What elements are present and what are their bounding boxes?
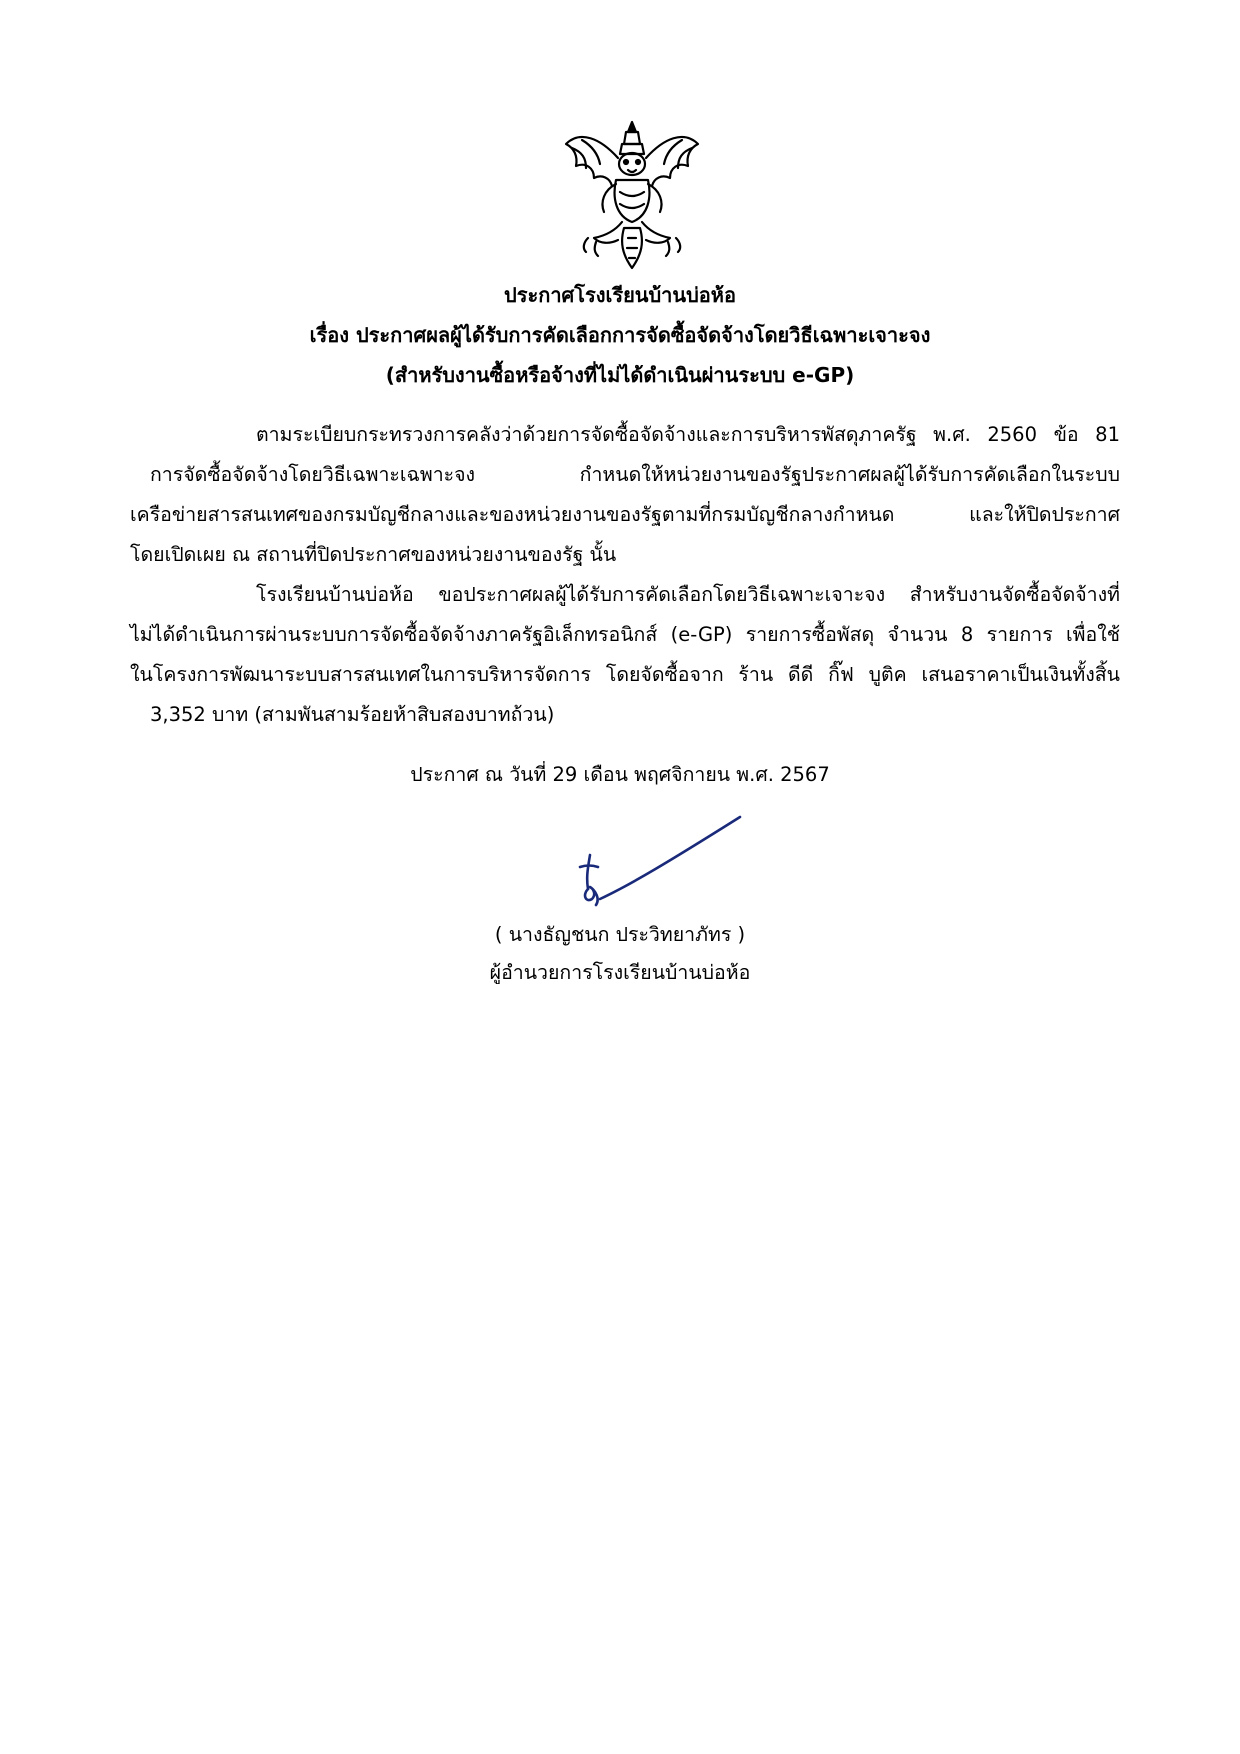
- paragraph-2-line-1: โรงเรียนบ้านบ่อห้อ ขอประกาศผลผู้ได้รับการคัดเลือกโดยวิธีเฉพาะเจาะจง สำหรับงานจัดซื้อจัดจ้างที่: [256, 583, 1120, 606]
- paragraph-2-line-2: ไม่ได้ดำเนินการผ่านระบบการจัดซื้อจัดจ้างภาครัฐอิเล็กทรอนิกส์ (e-GP) รายการซื้อพัสดุ จำนวน 8 รายการ เพื่อใช้: [130, 623, 1120, 646]
- announcement-subject: เรื่อง ประกาศผลผู้ได้รับการคัดเลือกการจัดซื้อจัดจ้างโดยวิธีเฉพาะเจาะจง: [309, 323, 931, 347]
- signer-position: ผู้อำนวยการโรงเรียนบ้านบ่อห้อ: [489, 961, 751, 984]
- paragraph-2-line-4: 3,352 บาท (สามพันสามร้อยห้าสิบสองบาทถ้วน): [150, 703, 555, 726]
- announcement-note: (สำหรับงานซื้อหรือจ้างที่ไม่ได้ดำเนินผ่านระบบ e-GP): [385, 363, 855, 387]
- paragraph-1-line-4: โดยเปิดเผย ณ สถานที่ปิดประกาศของหน่วยงานของรัฐ นั้น: [130, 543, 617, 566]
- garuda-emblem-icon: [560, 118, 704, 274]
- paragraph-2-line-3: ในโครงการพัฒนาระบบสารสนเทศในการบริหารจัดการ โดยจัดซื้อจาก ร้าน ดีดี กิ๊ฟ บูติค เสนอราคาเป็นเงินทั้งสิ้น: [130, 663, 1120, 686]
- paragraph-1-line-2: การจัดซื้อจัดจ้างโดยวิธีเฉพาะเฉพาะจง กำหนดให้หน่วยงานของรัฐประกาศผลผู้ได้รับการคัดเลือกในระบบ: [150, 463, 1120, 486]
- paragraph-1-line-1: ตามระเบียบกระทรวงการคลังว่าด้วยการจัดซื้อจัดจ้างและการบริหารพัสดุภาครัฐ พ.ศ. 2560 ข้อ 81: [256, 423, 1120, 446]
- handwritten-signature-icon: [570, 815, 750, 915]
- announce-date: ประกาศ ณ วันที่ 29 เดือน พฤศจิกายน พ.ศ. 2567: [410, 763, 830, 786]
- announcement-title: ประกาศโรงเรียนบ้านบ่อห้อ: [504, 283, 736, 307]
- signer-name: ( นางธัญชนก ประวิทยาภัทร ): [494, 923, 746, 946]
- paragraph-1-line-3: เครือข่ายสารสนเทศของกรมบัญชีกลางและของหน่วยงานของรัฐตามที่กรมบัญชีกลางกำหนด และให้ปิดประกาศ: [130, 503, 1120, 526]
